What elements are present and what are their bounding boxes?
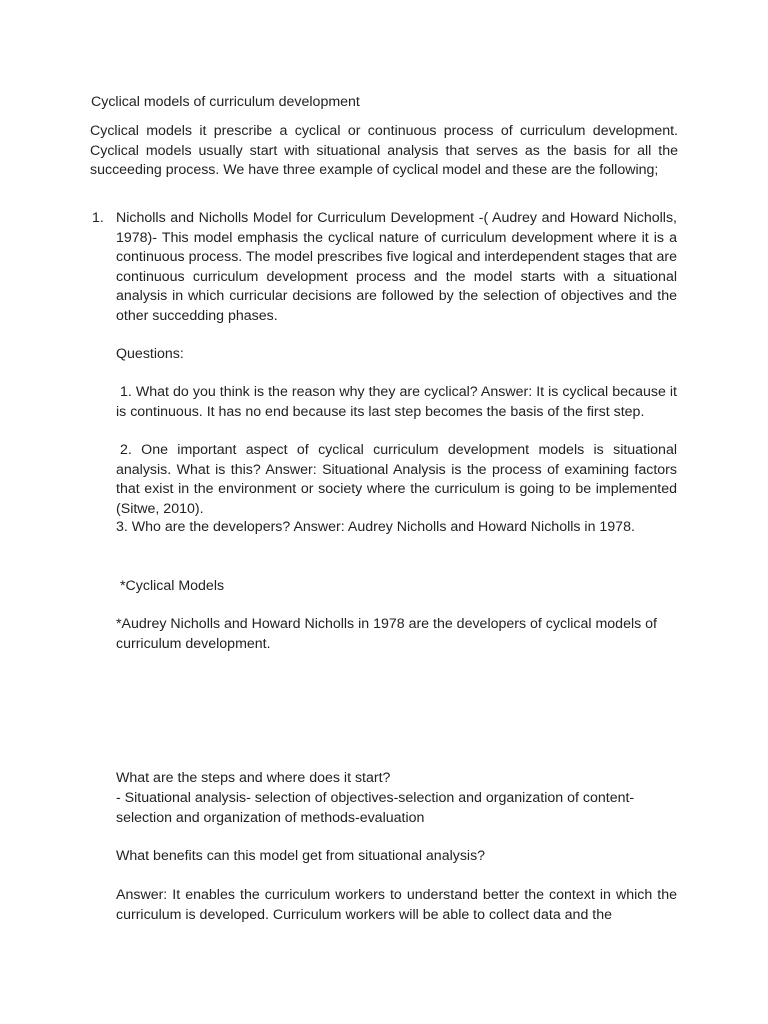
question-1: 1. What do you think is the reason why they are cyclical? Answer: It is cyclical because it is continuous. It has no end because its last step becomes the basis of the first step. xyxy=(116,384,677,420)
question-3: 3. Who are the developers? Answer: Audrey Nicholls and Howard Nicholls in 1978. xyxy=(116,519,635,535)
intro-paragraph: Cyclical models it prescribe a cyclical or continuous process of curriculum development. Cyclical models usually start with situational analysis that serves as the basis for all the succeeding process. We have three example of cyclical model and these are the following; xyxy=(90,123,678,179)
benefits-answer: Answer: It enables the curriculum workers to understand better the context in which the curriculum is developed. Curriculum workers will be able to collect data and the xyxy=(116,887,677,923)
steps-answer: - Situational analysis- selection of objectives-selection and organization of content-selection and organization of methods-evaluation xyxy=(116,790,635,826)
steps-question: What are the steps and where does it start? xyxy=(116,770,391,786)
benefits-question: What benefits can this model get from situational analysis? xyxy=(116,848,486,864)
list-item-nicholls-model: Nicholls and Nicholls Model for Curriculum Development -( Audrey and Howard Nicholls, 1978)- This model emphasis the cyclical nature of curriculum development where it is a continuous process. The model prescribes five logical and interdependent stages that are continuous curriculum development process and the model starts with a situational analysis in which curricular decisions are followed by the selection of objectives and the other succedding phases. xyxy=(116,210,677,324)
questions-heading: Questions: xyxy=(116,346,184,362)
cyclical-models-heading: *Cyclical Models xyxy=(120,578,225,594)
list-item-number: 1. xyxy=(92,210,104,226)
cyclical-models-text: *Audrey Nicholls and Howard Nicholls in 1978 are the developers of cyclical models of curriculum development. xyxy=(116,616,657,652)
question-2: 2. One important aspect of cyclical curriculum development models is situational analysis. What is this? Answer: Situational Analysis is the process of examining factors that exist in the environment or society where the curriculum is going to be implemented (Sitwe, 2010). xyxy=(116,442,677,517)
document-title: Cyclical models of curriculum development xyxy=(91,94,360,110)
